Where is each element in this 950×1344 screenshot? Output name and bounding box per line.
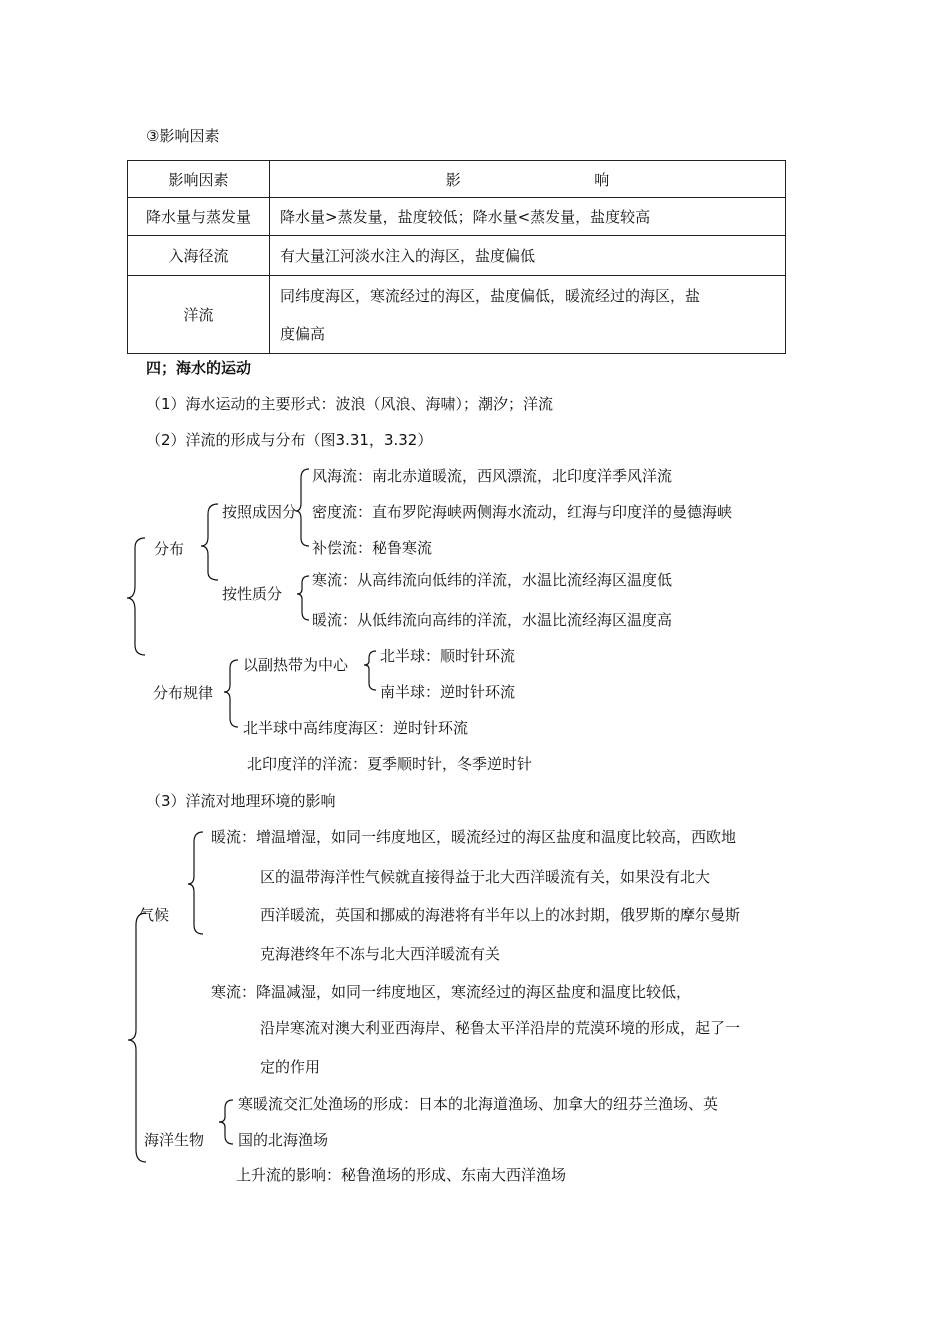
warm-line: 克海港终年不冻与北大西洋暖流有关 [260,945,501,963]
bracket-impact [128,913,146,1162]
nature-item: 寒流：从高纬流向低纬的洋流，水温比流经海区温度低 [312,571,673,589]
item-3: （3）洋流对地理环境的影响 [146,792,336,810]
bracket-pattern [224,660,238,727]
pattern-label: 分布规律 [153,684,214,702]
cause-item: 风海流：南北赤道暖流，西风漂流，北印度洋季风洋流 [312,467,673,485]
north-high-latitude: 北半球中高纬度海区：逆时针环流 [243,719,469,737]
nature-item: 暖流：从低纬流向高纬的洋流，水温比流经海区温度高 [312,611,673,629]
subtropical-item: 北半球：顺时针环流 [380,647,516,665]
row-factor: 洋流 [128,276,270,354]
row-effect: 有大量江河淡水注入的海区，盐度偏低 [270,236,786,276]
header-effect-b: 响 [594,170,610,189]
warm-line: 暖流：增温增湿，如同一纬度地区，暖流经过的海区盐度和温度比较高，西欧地 [211,828,737,846]
warm-line: 区的温带海洋性气候就直接得益于北大西洋暖流有关，如果没有北大 [260,868,711,886]
bracket-marine-life [219,1100,233,1144]
climate-label: 气候 [139,906,170,924]
cold-line: 定的作用 [260,1058,321,1076]
north-indian-ocean: 北印度洋的洋流：夏季顺时针，冬季逆时针 [247,755,533,773]
row-factor: 降水量与蒸发量 [128,198,270,236]
bracket-distribution [127,538,145,655]
row-effect: 降水量>蒸发量，盐度较低；降水量<蒸发量，盐度较高 [270,198,786,236]
row-factor: 入海径流 [128,236,270,276]
item-1: （1）海水运动的主要形式：波浪（风浪、海啸）；潮汐；洋流 [146,395,554,413]
subtropical-item: 南半球：逆时针环流 [380,683,516,701]
upwelling-line: 上升流的影响：秘鲁渔场的形成、东南大西洋渔场 [236,1166,567,1184]
cold-line: 沿岸寒流对澳大利亚西海岸、秘鲁太平洋沿岸的荒漠环境的形成，起了一 [260,1019,741,1037]
marine-life-label: 海洋生物 [144,1131,205,1149]
by-nature-label: 按性质分 [222,585,283,603]
row-effect-line: 度偏高 [280,324,326,343]
cause-item: 补偿流：秘鲁寒流 [312,539,433,557]
cause-item: 密度流：直布罗陀海峡两侧海水流动，红海与印度洋的曼德海峡 [312,503,733,521]
by-cause-label: 按照成因分 [222,503,298,521]
header-effect-a: 影 [445,170,461,189]
fishery-line: 寒暖流交汇处渔场的形成：日本的北海道渔场、加拿大的纽芬兰渔场、英 [238,1095,719,1113]
bracket-by-nature [297,576,309,620]
bracket-climate [188,832,203,934]
row-effect-line: 同纬度海区，寒流经过的海区，盐度偏低，暖流经过的海区，盐 [280,286,701,305]
bracket-distribution-sub [201,504,218,580]
bracket-by-cause [296,469,309,546]
influence-heading: ③影响因素 [146,127,220,145]
subtropical-label: 以副热带为中心 [243,656,349,674]
cold-line: 寒流：降温减湿，如同一纬度地区，寒流经过的海区盐度和温度比较低， [211,983,692,1001]
header-factor: 影响因素 [128,161,270,198]
warm-line: 西洋暖流，英国和挪威的海港将有半年以上的冰封期，俄罗斯的摩尔曼斯 [260,906,741,924]
section-title: 四；海水的运动 [146,359,252,377]
item-2: （2）洋流的形成与分布（图3.31，3.32） [146,431,433,449]
fishery-line: 国的北海渔场 [238,1131,329,1149]
bracket-subtropical [364,651,376,690]
distribution-label: 分布 [154,540,185,558]
